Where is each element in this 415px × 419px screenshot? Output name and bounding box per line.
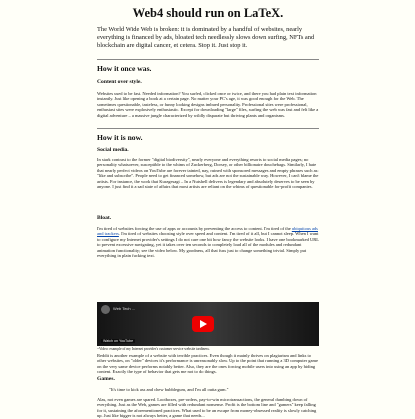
- paragraph-bloat-start: I'm tired of websites forcing the use of apps or accounts by preventing the access to content. I'm tired of the: [97, 226, 292, 231]
- subheading-content-over-style: Content over style.: [97, 79, 142, 85]
- play-icon[interactable]: [192, 316, 214, 332]
- games-quote: "It's time to kick ass and chew bubblegum, and I'm all outta gum.": [109, 387, 229, 392]
- watch-on-youtube-button[interactable]: Watch on YouTube: [103, 339, 134, 343]
- intro-paragraph: The World Wide Web is broken: it is dominated by a handful of websites, nearly everything is financed by ads, bloated tech needlessly slows down surfing, NFTs and blockchain are digital cancer, et cetera. Stop it. Just stop it.: [97, 26, 315, 50]
- paragraph-bloat-end: . I'm tired of websites choosing style over speed and content. I'm tired of it all, but I cannot sleep. When I want to configure my Internet provider's settings I do not care one bit how fancy the website looks. I have one bookmarked URL to prevent excessive navigating, yet it takes over ten seconds to completely load all of the modules and redundant animation functionality; see the video below. My goodness, all that fuss just to change something trivial. Simply put everything in plain fucking text.: [97, 231, 319, 259]
- page-title: Web4 should run on LaTeX.: [132, 6, 284, 20]
- paragraph-games: Alas, not even games are spared. Lootboxes, pre-orders, pay-to-win microtransactions, the general dumbing down of everything. Just as the Web, games are filled with redundant nonsense. Profit is the bottom line and "gamers" keep falling for it, sustaining the aforementioned practices. What used to be an escape from money-obsessed reality is slowly catching up. Just like bigger is not always better, a game that needs...: [97, 397, 317, 419]
- video-title[interactable]: Web Tech ...: [113, 306, 136, 311]
- subheading-games: Games.: [97, 376, 115, 382]
- video-caption: ~Video: example of my Internet provider's customer service website tardiness.: [97, 347, 210, 351]
- paragraph-social-media: In stark contrast to the former "digital biodiversity", nearly everyone and everything resorts to social media pages; no personality whatsoever, susceptible to the whims of Zuckerberg, Dorsey, or other billionaire douchebags. Similarly, I hate that nearly perfect videos on YouTube are forever tainted, nay, ruined with sponsored messages and empty phrases such as: "like and subscribe". People need to get financed somehow, but ads are not the sustainable way. However, I can't blame the artists. For instance, the work that Kurzgesagt – In a Nutshell delivers is legendary and absolutely deserves to be seen by anyone. I just find it a sad state of affairs that most artists are reliant on the whims of questionable for-profit companies.: [97, 157, 319, 190]
- paragraph-past: Websites used to be fast. Needed information? You surfed, clicked once or twice, and there you had plain text information instantly. Just like opening a book at a certain page. No matter your PC's age, it was good enough for the Web. The sometimes questionable, tasteless, or funny looking designs imbued personality. Professional sites were professional, enthusiast sites were explosively enthusiastic. Except for downloading "large" files, surfing the web was fast and felt like a digital adventure – a massive jungle characterized by wildly disparate but thriving plants and organisms.: [97, 91, 319, 118]
- ads-trackers-link[interactable]: ubiquitous ads and trackers: [97, 226, 318, 237]
- divider: [97, 59, 319, 60]
- subheading-bloat: Bloat.: [97, 215, 112, 221]
- section-heading-now: How it is now.: [97, 133, 143, 142]
- subheading-social-media: Social media.: [97, 147, 129, 153]
- video-embed[interactable]: [97, 302, 319, 346]
- paragraph-reddit: Reddit is another example of a website with terrible practices. Even though it mainly thrives on plagiarism and links to other websites, on "older" devices it's performance is unreasonably slow. Up to the point that running a 3D computer game on the very same device performs notably better. Also, they are the ones forcing mobile users into using an app by hiding content. Exactly the type of behavior that gets me not to do things.: [97, 353, 319, 375]
- paragraph-bloat: [97, 226, 319, 259]
- section-heading-past: How it once was.: [97, 64, 152, 73]
- channel-avatar: [101, 305, 110, 314]
- divider: [97, 128, 319, 129]
